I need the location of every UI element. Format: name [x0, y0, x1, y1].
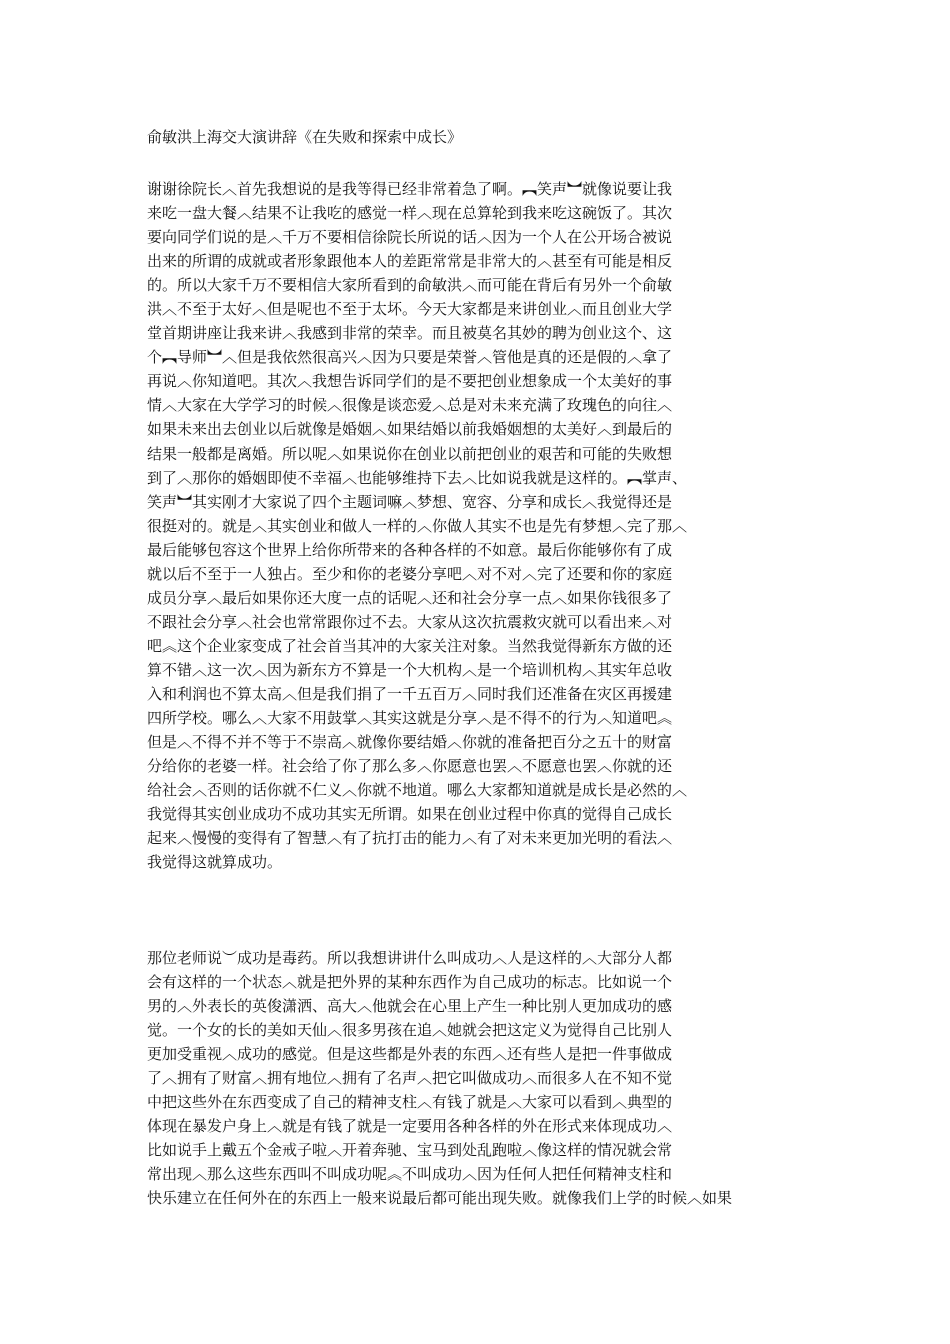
text-line: 吧︽这个企业家变成了社会首当其冲的大家关注对象。当然我觉得新东方做的还 — [147, 636, 673, 655]
text-line: 了︿拥有了财富︿拥有地位︿拥有了名声︿把它叫做成功︿而很多人在不知不觉 — [147, 1069, 673, 1088]
text-line: 要向同学们说的是︿千万不要相信徐院长所说的话︿因为一个人在公开场合被说 — [147, 228, 673, 247]
text-line: 起来︿慢慢的变得有了智慧︿有了抗打击的能力︿有了对未来更加光明的看法︿ — [147, 829, 673, 848]
text-line: 我觉得其实创业成功不成功其实无所谓。如果在创业过程中你真的觉得自己成长 — [147, 805, 673, 824]
text-line: 的。所以大家千万不要相信大家所看到的俞敏洪︿而可能在背后有另外一个俞敏 — [147, 276, 673, 295]
text-line: 成员分享︿最后如果你还大度一点的话呢︿还和社会分享一点︿如果你钱很多了 — [147, 588, 673, 607]
text-line: 情︿大家在大学学习的时候︿很像是谈恋爱︿总是对未来充满了玫瑰色的向往︿ — [147, 396, 673, 415]
text-line: 四所学校。哪么︿大家不用鼓掌︿其实这就是分享︿是不得不的行为︿知道吧︽ — [147, 709, 673, 728]
text-line: 常出现︿那么这些东西叫不叫成功呢︽不叫成功︿因为任何人把任何精神支柱和 — [147, 1165, 673, 1184]
text-line: 如果未来出去创业以后就像是婚姻︿如果结婚以前我婚姻想的太美好︿到最后的 — [147, 420, 673, 439]
text-line: 洪︿不至于太好︿但是呢也不至于太坏。今天大家都是来讲创业︿而且创业大学 — [147, 300, 673, 319]
text-line: 就以后不至于一人独占。至少和你的老婆分享吧︿对不对︿完了还要和你的家庭 — [147, 564, 673, 583]
text-line: 出来的所谓的成就或者形象跟他本人的差距常常是非常大的︿甚至有可能是相反 — [147, 252, 673, 271]
text-line: 堂首期讲座让我来讲︿我感到非常的荣幸。而且被莫名其妙的聘为创业这个、这 — [147, 324, 673, 343]
text-line: 再说︿你知道吧。其次︿我想告诉同学们的是不要把创业想象成一个太美好的事 — [147, 372, 673, 391]
text-line: 来吃一盘大餐︿结果不让我吃的感觉一样︿现在总算轮到我来吃这碗饭了。其次 — [147, 204, 673, 223]
text-line: 给社会︿否则的话你就不仁义︿你就不地道。哪么大家都知道就是成长是必然的︿ — [147, 781, 688, 800]
text-line: 最后能够包容这个世界上给你所带来的各种各样的不如意。最后你能够你有了成 — [147, 540, 673, 559]
text-line: 入和利润也不算太高︿但是我们捐了一千五百万︿同时我们还准备在灾区再援建 — [147, 684, 673, 703]
text-line: 快乐建立在任何外在的东西上一般来说最后都可能出现失败。就像我们上学的时候︿如果 — [147, 1189, 733, 1208]
text-line: 体现在暴发户身上︿就是有钱了就是一定要用各种各样的外在形式来体现成功︿ — [147, 1117, 673, 1136]
text-line: 到了︿那你的婚姻即使不幸福︿也能够维持下去︿比如说我就是这样的。︻掌声、 — [147, 468, 688, 487]
text-line: 会有这样的一个状态︿就是把外界的某种东西作为自己成功的标志。比如说一个 — [147, 973, 673, 992]
text-line: 我觉得这就算成功。 — [147, 853, 283, 872]
text-line: 算不错︿这一次︿因为新东方不算是一个大机构︿是一个培训机构︿其实年总收 — [147, 660, 673, 679]
text-line: 谢谢徐院长︿首先我想说的是我等得已经非常着急了啊。︻笑声︼就像说要让我 — [147, 180, 673, 198]
text-line: 比如说手上戴五个金戒子啦︿开着奔驰、宝马到处乱跑啦︿像这样的情况就会常 — [147, 1141, 673, 1160]
text-line: 中把这些外在东西变成了自己的精神支柱︿有钱了就是︿大家可以看到︿典型的 — [147, 1093, 673, 1112]
document-title: 俞敏洪上海交大演讲辞《在失败和探索中成长》 — [147, 128, 463, 146]
text-line: 男的︿外表长的英俊潇洒、高大︿他就会在心里上产生一种比别人更加成功的感 — [147, 997, 673, 1016]
text-line: 觉。一个女的长的美如天仙︿很多男孩在追︿她就会把这定义为觉得自己比别人 — [147, 1021, 673, 1040]
paragraph-2 — [147, 946, 732, 1211]
text-line: 结果一般都是离婚。所以呢︿如果说你在创业以前把创业的艰苦和可能的失败想 — [147, 444, 673, 463]
text-line: 个︻导师︼︿但是我依然很高兴︿因为只要是荣誉︿管他是真的还是假的︿拿了 — [147, 348, 673, 367]
paragraph-1 — [147, 177, 687, 874]
text-line: 那位老师说︶成功是毒药。所以我想讲讲什么叫成功︿人是这样的︿大部分人都 — [147, 949, 673, 967]
text-line: 不跟社会分享︿社会也常常跟你过不去。大家从这次抗震救灾就可以看出来︿对 — [147, 612, 673, 631]
text-line: 笑声︼其实刚才大家说了四个主题词嘛︿梦想、宽容、分享和成长︿我觉得还是 — [147, 492, 673, 511]
text-line: 很挺对的。就是︿其实创业和做人一样的︿你做人其实不也是先有梦想︿完了那︿ — [147, 516, 688, 535]
text-line: 分给你的老婆一样。社会给了你了那么多︿你愿意也罢︿不愿意也罢︿你就的还 — [147, 757, 673, 776]
text-line: 更加受重视︿成功的感觉。但是这些都是外表的东西︿还有些人是把一件事做成 — [147, 1045, 673, 1064]
text-line: 但是︿不得不并不等于不崇高︿就像你要结婚︿你就的准备把百分之五十的财富 — [147, 733, 673, 752]
